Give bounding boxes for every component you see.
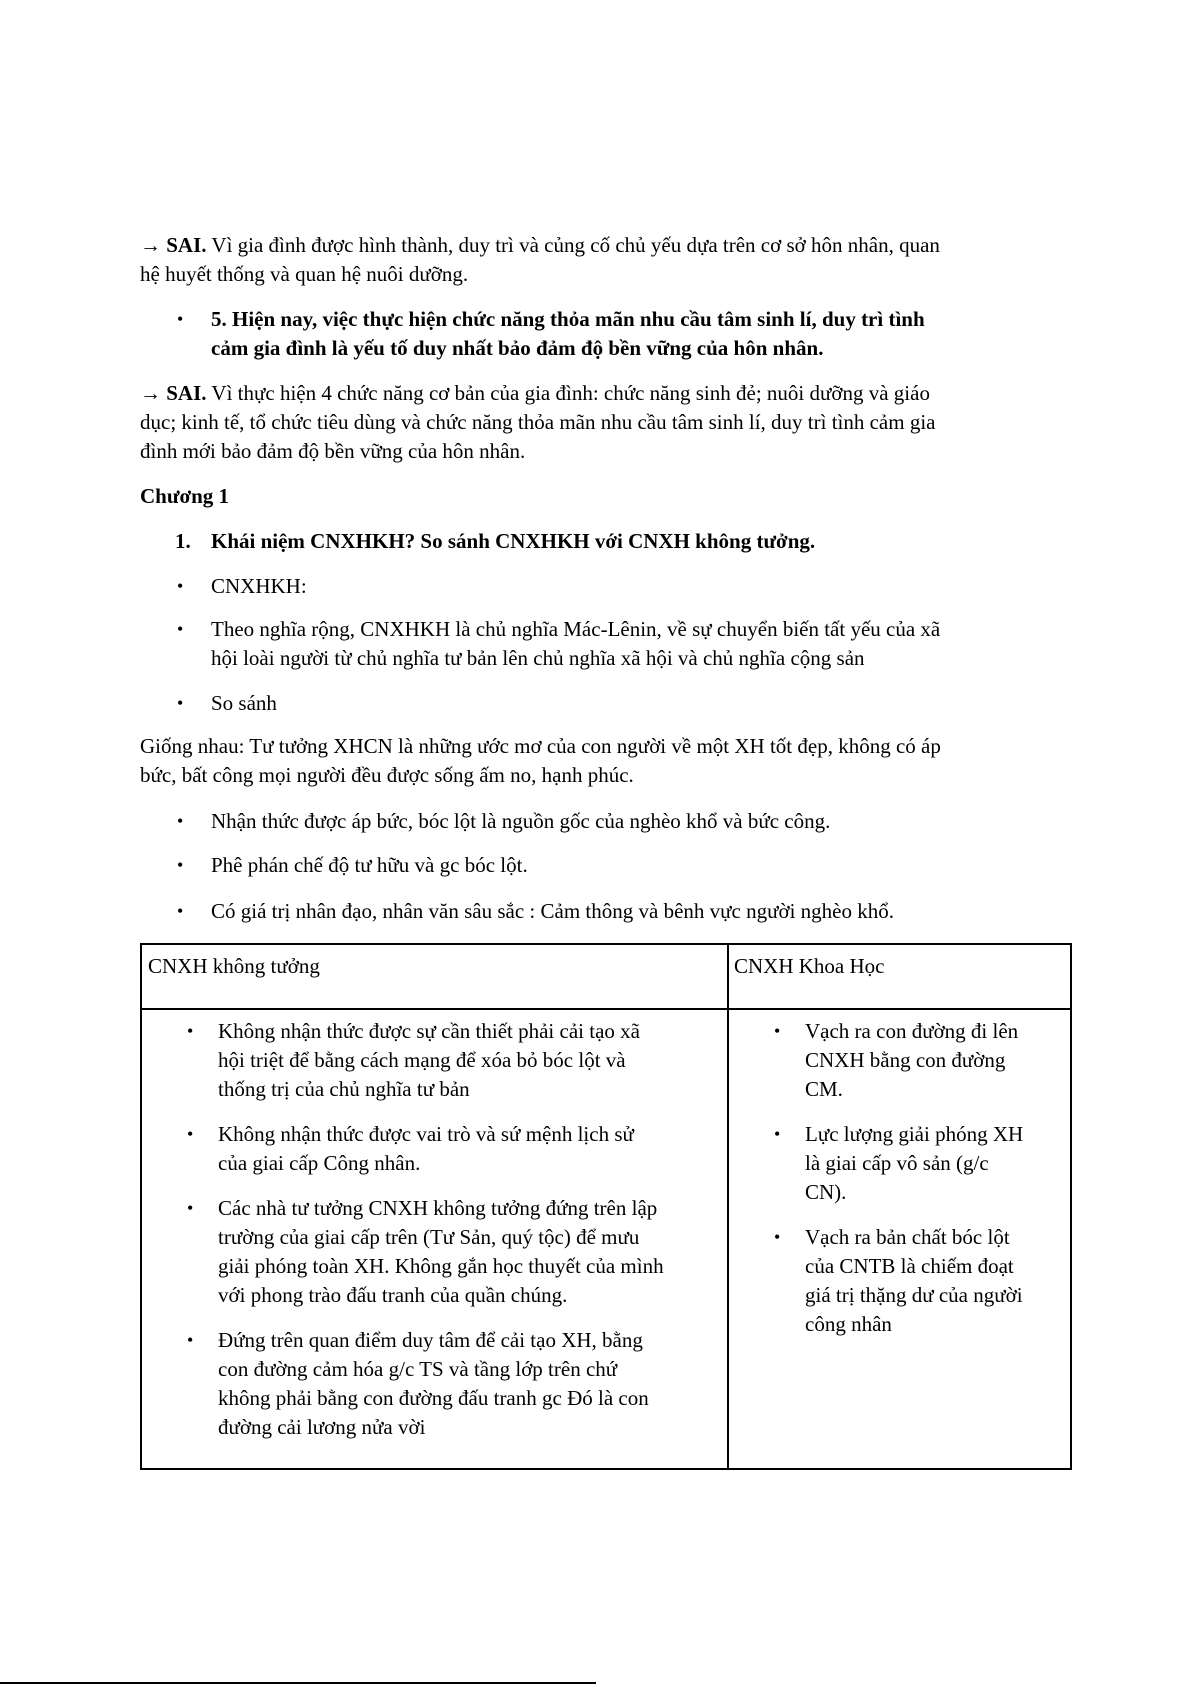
list-item-cont: của giai cấp Công nhân. — [218, 1151, 421, 1175]
list-item-cont: hội loài người từ chủ nghĩa tư bản lên chủ nghĩa xã hội và chủ nghĩa cộng sản — [211, 646, 865, 670]
bullet-icon: • — [774, 1021, 781, 1041]
list-item-cont: thống trị của chủ nghĩa tư bản — [218, 1077, 470, 1101]
bullet-icon: • — [177, 811, 184, 831]
list-number: 1. — [175, 529, 191, 553]
footnote-separator — [0, 1682, 596, 1684]
text-line: đình mới bảo đảm độ bền vững của hôn nhân. — [140, 439, 526, 463]
bullet-icon: • — [774, 1227, 781, 1247]
bullet-icon: • — [177, 309, 184, 329]
text-line: cảm gia đình là yếu tố duy nhất bảo đảm độ bền vững của hôn nhân. — [211, 336, 824, 360]
question-text: Khái niệm CNXHKH? So sánh CNXHKH với CNXH không tưởng. — [211, 529, 816, 553]
list-item-cont: công nhân — [805, 1312, 892, 1336]
text-line: bức, bất công mọi người đều được sống ấm no, hạnh phúc. — [140, 763, 634, 787]
list-item: So sánh — [211, 691, 277, 715]
list-item: CNXHKH: — [211, 574, 307, 598]
bullet-icon: • — [187, 1198, 194, 1218]
list-item: Có giá trị nhân đạo, nhân văn sâu sắc : Cảm thông và bênh vực người nghèo khổ. — [211, 899, 894, 923]
text-line: Giống nhau: Tư tưởng XHCN là những ước mơ của con người về một XH tốt đẹp, không có áp — [140, 734, 941, 758]
bullet-icon: • — [177, 901, 184, 921]
bullet-icon: • — [774, 1124, 781, 1144]
list-item: Không nhận thức được sự cần thiết phải cải tạo xã — [218, 1019, 640, 1043]
chapter-heading: Chương 1 — [140, 484, 230, 508]
verdict-label: → SAI. — [140, 381, 207, 405]
column-divider — [727, 945, 729, 1468]
table-header-utopian: CNXH không tưởng — [148, 954, 320, 978]
list-item: Các nhà tư tưởng CNXH không tưởng đứng trên lập — [218, 1196, 658, 1220]
list-item: Đứng trên quan điểm duy tâm để cải tạo XH, bằng — [218, 1328, 643, 1352]
text-line: 5. Hiện nay, việc thực hiện chức năng thỏa mãn nhu cầu tâm sinh lí, duy trì tình — [211, 307, 925, 331]
list-item-cont: với phong trào đấu tranh của quần chúng. — [218, 1283, 568, 1307]
list-item-cont: con đường cảm hóa g/c TS và tầng lớp trên chứ — [218, 1357, 618, 1381]
bullet-icon: • — [177, 619, 184, 639]
list-item: Không nhận thức được vai trò và sứ mệnh lịch sử — [218, 1122, 634, 1146]
text-line: hệ huyết thống và quan hệ nuôi dưỡng. — [140, 262, 469, 286]
list-item-cont: giải phóng toàn XH. Không gắn học thuyết của mình — [218, 1254, 664, 1278]
list-item: Vạch ra bản chất bóc lột — [805, 1225, 1010, 1249]
list-item-cont: CN). — [805, 1180, 847, 1204]
bullet-icon: • — [187, 1021, 194, 1041]
text-line: dục; kinh tế, tổ chức tiêu dùng và chức năng thỏa mãn nhu cầu tâm sinh lí, duy trì tình cảm gia — [140, 410, 936, 434]
bullet-icon: • — [177, 693, 184, 713]
verdict-label: → SAI. — [140, 233, 207, 257]
list-item: Lực lượng giải phóng XH — [805, 1122, 1024, 1146]
bullet-icon: • — [187, 1124, 194, 1144]
list-item: Vạch ra con đường đi lên — [805, 1019, 1019, 1043]
table-header-scientific: CNXH Khoa Học — [734, 954, 885, 978]
text-line: Vì thực hiện 4 chức năng cơ bản của gia đình: chức năng sinh đẻ; nuôi dưỡng và giáo — [211, 381, 930, 405]
list-item-cont: đường cải lương nửa vời — [218, 1415, 426, 1439]
bullet-icon: • — [177, 855, 184, 875]
bullet-icon: • — [177, 576, 184, 596]
text-line: Vì gia đình được hình thành, duy trì và củng cố chủ yếu dựa trên cơ sở hôn nhân, quan — [211, 233, 940, 257]
list-item-cont: trường của giai cấp trên (Tư Sản, quý tộc) để mưu — [218, 1225, 640, 1249]
header-divider — [142, 1008, 1070, 1010]
list-item: Nhận thức được áp bức, bóc lột là nguồn gốc của nghèo khổ và bức công. — [211, 809, 831, 833]
list-item: Phê phán chế độ tư hữu và gc bóc lột. — [211, 853, 528, 877]
list-item: Theo nghĩa rộng, CNXHKH là chủ nghĩa Mác-Lênin, về sự chuyển biến tất yếu của xã — [211, 617, 941, 641]
list-item-cont: không phải bằng con đường đấu tranh gc Đó là con — [218, 1386, 649, 1410]
list-item-cont: giá trị thặng dư của người — [805, 1283, 1023, 1307]
list-item-cont: là giai cấp vô sản (g/c — [805, 1151, 989, 1175]
list-item-cont: hội triệt để bằng cách mạng để xóa bỏ bóc lột và — [218, 1048, 626, 1072]
list-item-cont: CNXH bằng con đường — [805, 1048, 1006, 1072]
list-item-cont: của CNTB là chiếm đoạt — [805, 1254, 1014, 1278]
list-item-cont: CM. — [805, 1077, 843, 1101]
bullet-icon: • — [187, 1330, 194, 1350]
